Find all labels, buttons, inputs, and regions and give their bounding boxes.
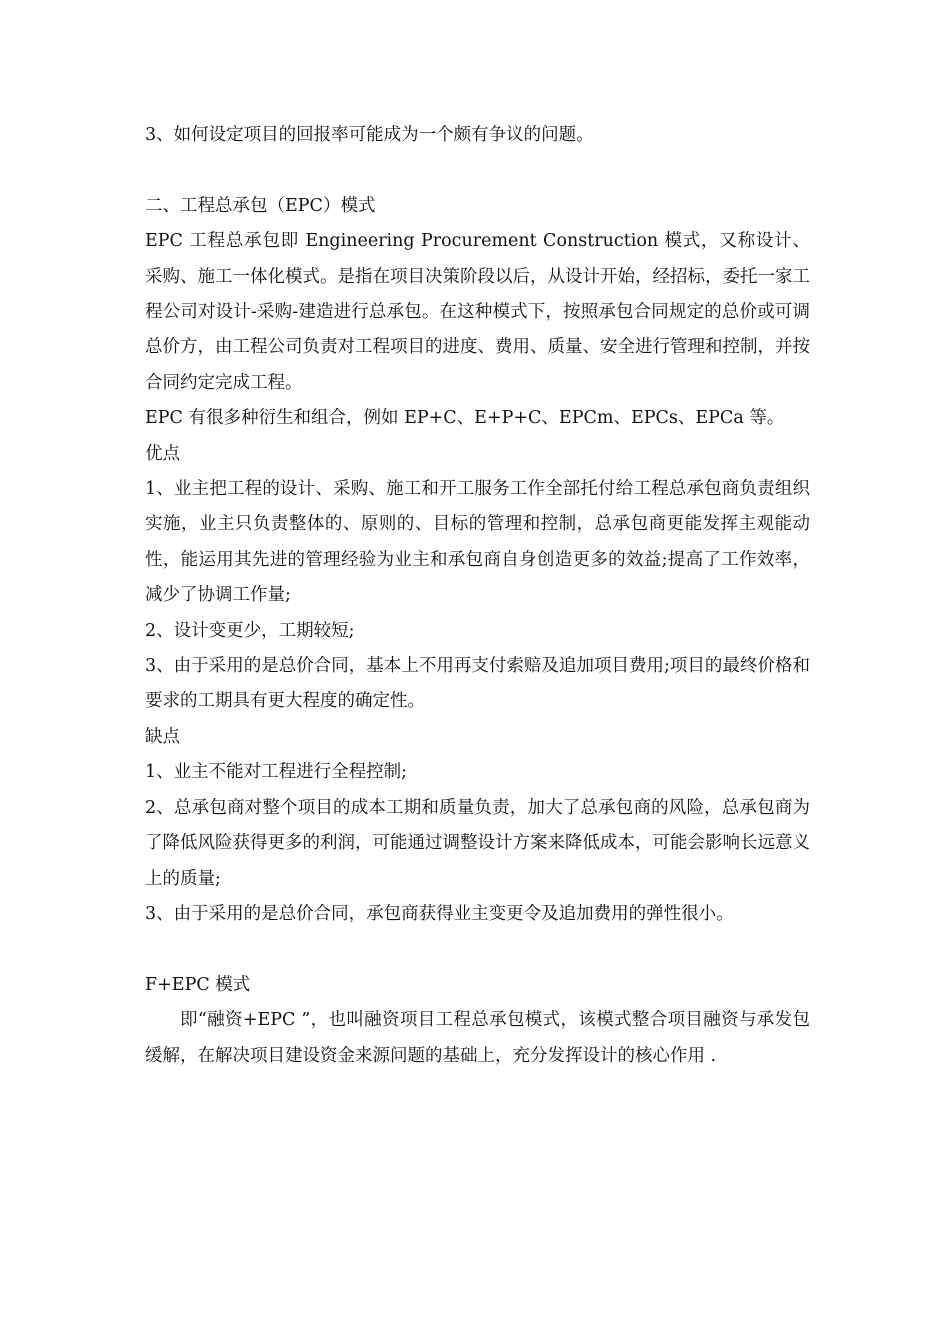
spacer: [145, 932, 810, 967]
fepc-paragraph: 即“融资+EPC ”，也叫融资项目工程总承包模式，该模式整合项目融资与承发包缓解，在解决项目建设资金来源问题的基础上，充分发挥设计的核心作用 .: [145, 1010, 810, 1066]
disadvantage-item-2: 2、总承包商对整个项目的成本工期和质量负责，加大了总承包商的风险，总承包商为了降低风险获得更多的利润，可能通过调整设计方案来降低成本，可能会影响长远意义上的质量;: [145, 797, 810, 889]
disadvantage-item-1: 1、业主不能对工程进行全程控制;: [145, 762, 408, 783]
epc-variants-paragraph: EPC 有很多种衍生和组合，例如 EP+C、E+P+C、EPCm、EPCs、EPCa 等。: [145, 408, 785, 429]
advantage-item-1: 1、业主把工程的设计、采购、施工和开工服务工作全部托付给工程总承包商负责组织实施，业主只负责整体的、原则的、目标的管理和控制，总承包商更能发挥主观能动性，能运用其先进的管理经验为业主和承包商自身创造更多的效益;提高了工作效率，减少了协调工作量;: [145, 479, 810, 606]
document-page: [145, 118, 810, 1074]
advantages-heading: 优点: [145, 443, 180, 464]
bop-item-3: 3、如何设定项目的回报率可能成为一个颇有争议的问题。: [145, 125, 594, 145]
epc-intro-paragraph: EPC 工程总承包即 Engineering Procurement Construction 模式，又称设计、采购、施工一体化模式。是指在项目决策阶段以后，从设计开始，经招标，委托一家工程公司对设计-采购-建造进行总承包。在这种模式下，按照承包合同规定的总价或可调总价方，由工程公司负责对工程项目的进度、费用、质量、安全进行管理和控制，并按合同约定完成工程。: [145, 231, 810, 393]
advantage-item-3: 3、由于采用的是总价合同，基本上不用再支付索赔及追加项目费用;项目的最终价格和要求的工期具有更大程度的确定性。: [145, 656, 810, 712]
fepc-heading: F+EPC 模式: [145, 974, 251, 995]
disadvantages-heading: 缺点: [145, 726, 180, 747]
advantage-item-2: 2、设计变更少，工期较短;: [145, 620, 355, 641]
epc-heading: 二、工程总承包（EPC）模式: [145, 195, 376, 216]
disadvantage-item-3: 3、由于采用的是总价合同，承包商获得业主变更令及追加费用的弹性很小。: [145, 903, 734, 924]
spacer: [145, 153, 810, 188]
